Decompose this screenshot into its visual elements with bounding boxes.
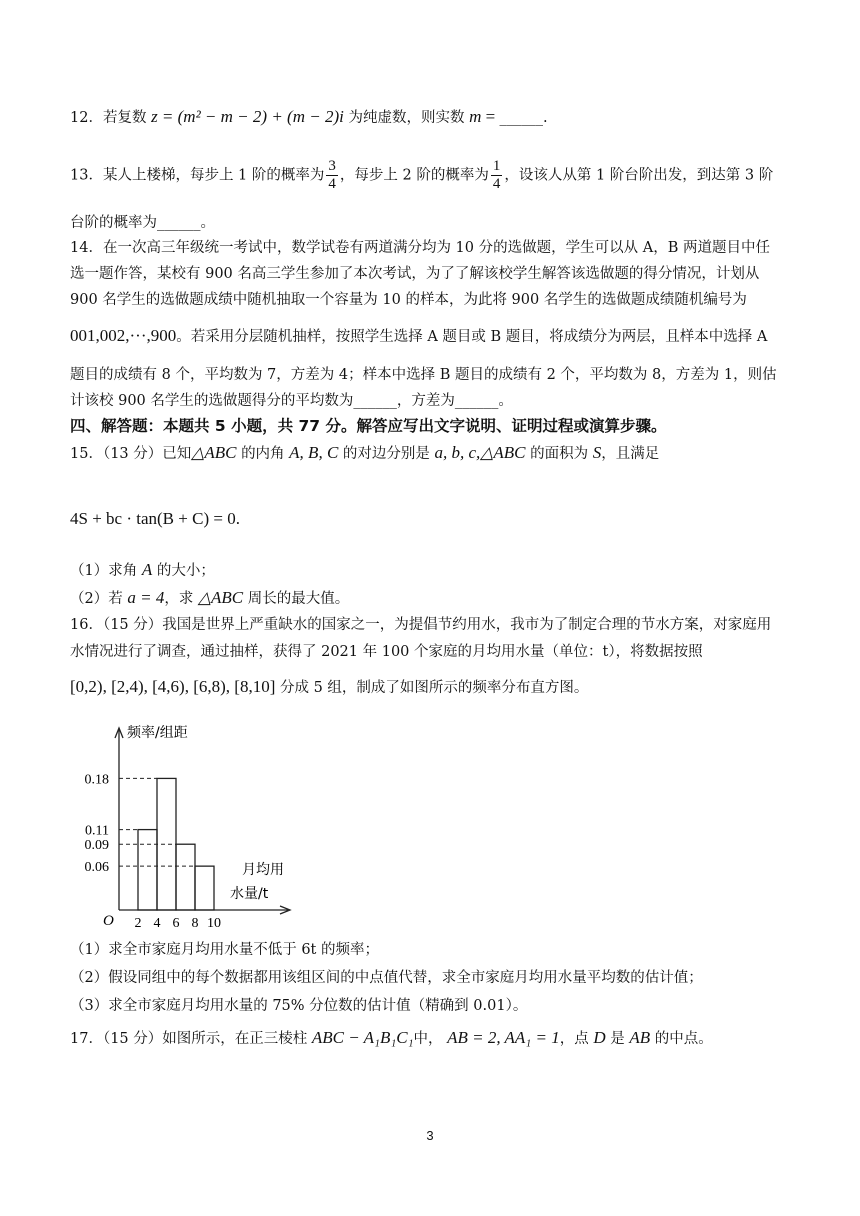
x-axis-label-line2: 水量/t [230, 886, 269, 902]
q16-part1: （1）求全市家庭月均用水量不低于 6t 的频率； [70, 942, 379, 958]
q12-pre: 若复数 [102, 110, 147, 126]
q17-t4: 的中点。 [654, 1031, 713, 1047]
q15-angles: A, B, C [289, 443, 339, 462]
q14-line6: 计该校 900 名学生的选做题得分的平均数为______，方差为______。 [70, 393, 513, 409]
q15-p2-end: 周长的最大值。 [247, 591, 350, 607]
q17-prism: ABC − A₁B₁C₁ [311, 1028, 414, 1047]
q13-f1-num: 3 [328, 158, 336, 174]
q14-line5: 题目的成绩有 8 个，平均数为 7，方差为 4；样本中选择 B 题目的成绩有 2 个，平均数为 8，方差为 1，则估 [70, 367, 777, 383]
q13-text3: ，设该人从第 1 阶台阶出发，到达第 3 阶 [504, 167, 774, 184]
q12-number: 12． [70, 110, 103, 126]
q16-part3: （3）求全市家庭月均用水量的 75% 分位数的估计值（精确到 0.01）。 [70, 998, 528, 1014]
y-tick-label: 0.11 [85, 823, 109, 839]
page-number: 3 [426, 1128, 434, 1143]
q17-t2: ，点 [559, 1031, 589, 1047]
q14-line4 [70, 323, 790, 350]
frequency-histogram [70, 718, 300, 932]
x-tick-label: 6 [172, 916, 180, 931]
q13-text2: ，每步上 2 阶的概率为 [339, 167, 489, 184]
q17-point-d: D [593, 1028, 606, 1047]
q15-p1-text: （1）求角 [70, 563, 138, 579]
q16-line2: 水情况进行了调查，通过抽样，获得了 2021 年 100 个家庭的月均用水量（单位：t），将数据按照 [70, 644, 703, 660]
q14-line1: 14．在一次高三年级统一考试中，数学试卷有两道满分均为 10 分的选做题，学生可以从 A，B 两道题目中任 [70, 240, 770, 256]
q15-t2: 的对边分别是 [342, 446, 430, 462]
q12-expression: z = (m² − m − 2) + (m − 2)i [151, 107, 344, 126]
q12-end: . [542, 110, 548, 126]
q13-text1: 某人上楼梯，每步上 1 阶的概率为 [102, 167, 325, 184]
q15-t3: 的面积为 [530, 446, 589, 462]
q16-intervals: [0,2), [2,4), [4,6), [6,8), [8,10] [70, 677, 276, 696]
q17-cond: AB = 2, AA₁ = 1 [447, 1028, 560, 1047]
x-tick-label: 4 [153, 916, 161, 931]
q15-sides: a, b, c, [434, 443, 481, 462]
y-tick-label: 0.06 [84, 860, 109, 876]
histogram-bar [138, 830, 157, 910]
q15-triangle: △ABC [191, 443, 237, 462]
q12-blank: ______ [499, 110, 543, 126]
x-axis-label-line1: 月均用 [242, 862, 284, 878]
x-tick-label: 2 [134, 916, 142, 931]
q17-t3: 是 [610, 1031, 625, 1047]
histogram-bar [157, 778, 176, 910]
q13-line2: 台阶的概率为______。 [70, 215, 215, 231]
x-tick-label: 8 [191, 916, 199, 931]
q15-p2-tri: △ABC [197, 588, 244, 607]
histogram-bar [176, 844, 195, 910]
q17-number: 17．（15 分）如图所示，在正三棱柱 [70, 1031, 308, 1047]
q15-p1-end: 的大小； [156, 563, 215, 579]
q13-f1-den: 4 [328, 176, 336, 192]
q17-t1: 中， [413, 1031, 443, 1047]
section-heading: 四、解答题：本题共 5 小题，共 77 分。解答应写出文字说明、证明过程或演算步骤。 [70, 417, 667, 435]
y-tick-label: 0.09 [84, 838, 109, 854]
q15-p2-mid: ，求 [164, 591, 194, 607]
q15-number: 15．（13 分）已知 [70, 446, 192, 462]
q13-fraction-3-4 [326, 158, 338, 193]
y-tick-label: 0.18 [84, 772, 109, 788]
q15-area: S [592, 443, 602, 462]
q13-number: 13． [70, 167, 103, 184]
q15-formula: 4S + bc · tan(B + C) = 0. [70, 509, 240, 528]
y-axis-label: 频率/组距 [127, 725, 188, 741]
q15-p2-cond: a = 4 [127, 588, 165, 607]
q15-t1: 的内角 [241, 446, 285, 462]
q14-numbering: 001,002,···,900 [70, 326, 177, 345]
q15-t4: ，且满足 [601, 446, 660, 462]
q12-eq: = [481, 107, 500, 126]
q15-p2-text: （2）若 [70, 591, 123, 607]
q12-var: m [469, 107, 482, 126]
q16-part2: （2）假设同组中的每个数据都用该组区间的中点值代替，求全市家庭月均用水量平均数的估计值； [70, 970, 703, 986]
q15-part2 [70, 585, 790, 612]
q15-p1-var: A [141, 560, 153, 579]
q12-mid: 为纯虚数，则实数 [348, 110, 465, 126]
origin-label: O [103, 913, 114, 929]
question-17 [70, 1025, 790, 1052]
q16-line3 [70, 674, 790, 701]
q13-f2-den: 4 [492, 176, 501, 192]
question-15 [70, 440, 790, 467]
q13-fraction-1-4 [491, 158, 503, 193]
q15-triangle-2: △ABC [480, 443, 526, 462]
q14-line4-text: 。若采用分层随机抽样，按照学生选择 A 题目或 B 题目，将成绩分为两层，且样本中选择 A [176, 329, 768, 345]
question-13 [70, 158, 790, 193]
q16-line1: 16．（15 分）我国是世界上严重缺水的国家之一，为提倡节约用水，我市为了制定合理的节水方案，对家庭用 [70, 617, 772, 633]
q14-line2: 选一题作答，某校有 900 名高三学生参加了本次考试，为了了解该校学生解答该选做题的得分情况，计划从 [70, 266, 760, 282]
q14-line3: 900 名学生的选做题成绩中随机抽取一个容量为 10 的样本，为此将 900 名学生的选做题成绩随机编号为 [70, 292, 747, 308]
q17-segment-ab: AB [629, 1028, 651, 1047]
q13-f2-num: 1 [492, 158, 501, 174]
q15-part1 [70, 557, 790, 584]
histogram-bar [195, 866, 214, 910]
q16-line3-text: 分成 5 组，制成了如图所示的频率分布直方图。 [279, 680, 589, 696]
question-12 [70, 104, 790, 131]
x-tick-label: 10 [207, 916, 221, 931]
